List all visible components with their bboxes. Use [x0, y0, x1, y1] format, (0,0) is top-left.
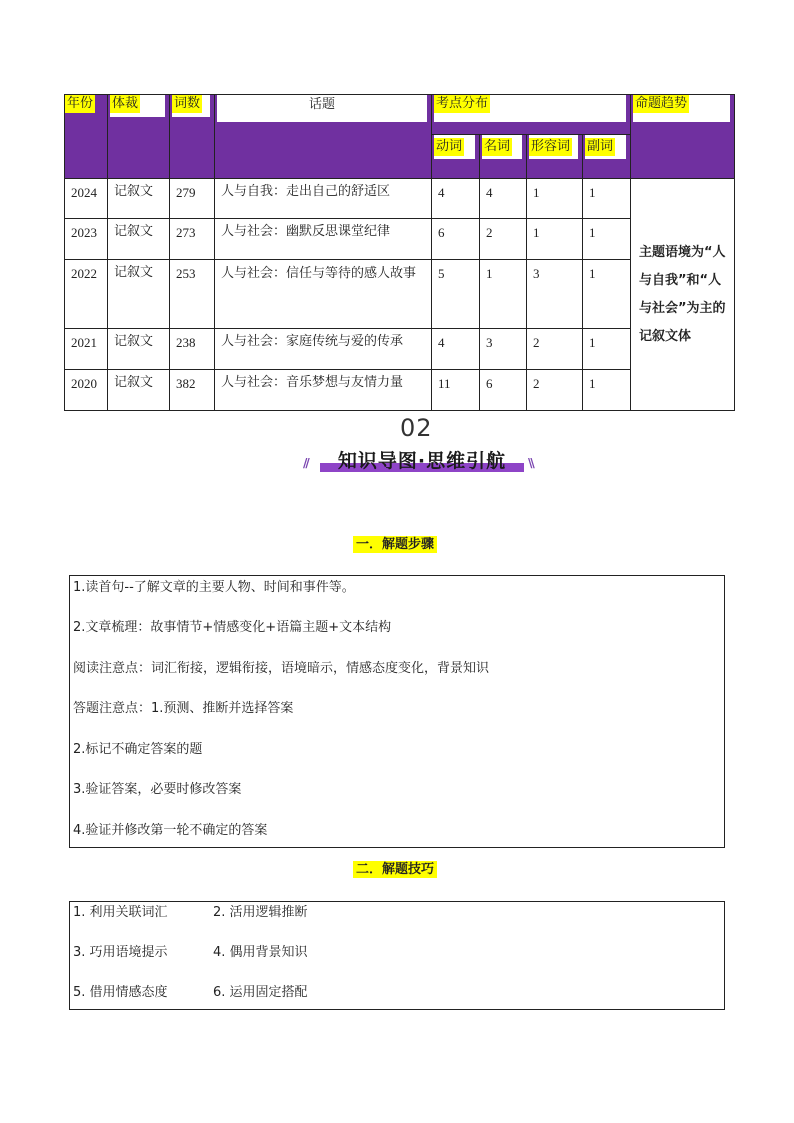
- steps-box: [69, 575, 725, 848]
- section-title-text: 知识导图·思维引航: [337, 450, 507, 472]
- tip-item: 3. 巧用语境提示: [73, 945, 168, 960]
- cell-adj: 1: [527, 219, 583, 260]
- tip-item: 1. 利用关联词汇: [73, 905, 168, 920]
- section-number-text: 02: [400, 414, 433, 442]
- step-line: 3.验证答案，必要时修改答案: [73, 782, 242, 797]
- tip-item: 2. 活用逻辑推断: [213, 905, 308, 920]
- header-words-label: 词数: [174, 96, 201, 111]
- cell-genre: 记叙文: [108, 370, 170, 411]
- cell-year: 2020: [65, 370, 108, 411]
- step-line: 阅读注意点：词汇衔接，逻辑衔接，语境暗示，情感态度变化，背景知识: [73, 661, 490, 676]
- exam-analysis-table: [64, 94, 735, 411]
- tips-box: [69, 901, 725, 1010]
- cell-year: 2021: [65, 329, 108, 370]
- cell-words: 238: [170, 329, 215, 370]
- cell-topic: 人与社会：家庭传统与爱的传承: [215, 329, 432, 370]
- step-line: 2.文章梳理：故事情节+情感变化+语篇主题+文本结构: [73, 620, 392, 635]
- cell-verb: 4: [432, 179, 480, 219]
- header-words: [170, 95, 215, 179]
- cell-noun: 1: [480, 260, 527, 329]
- cell-words: 382: [170, 370, 215, 411]
- cell-genre: 记叙文: [108, 179, 170, 219]
- tip-item: 5. 借用情感态度: [73, 985, 168, 1000]
- cell-adj: 2: [527, 370, 583, 411]
- cell-adv: 1: [583, 219, 631, 260]
- header-topic: [215, 95, 432, 179]
- header-adv: [583, 135, 631, 179]
- step-line: 2.标记不确定答案的题: [73, 742, 203, 757]
- tip-item: 4. 偶用背景知识: [213, 945, 308, 960]
- header-trend-label: 命题趋势: [635, 96, 688, 111]
- cell-adj: 3: [527, 260, 583, 329]
- cell-adj: 2: [527, 329, 583, 370]
- cell-year: 2024: [65, 179, 108, 219]
- cell-genre: 记叙文: [108, 329, 170, 370]
- header-genre: [108, 95, 170, 179]
- right-deco: \\: [528, 456, 533, 470]
- cell-trend: 主题语境为“人与自我”和“人与社会”为主的记叙文体: [631, 179, 735, 411]
- cell-verb: 11: [432, 370, 480, 411]
- header-adj-label: 形容词: [531, 139, 571, 154]
- header-year: [65, 95, 108, 179]
- header-adv-label: 副词: [587, 139, 614, 154]
- header-points-label: 考点分布: [436, 96, 489, 111]
- header-adj: [527, 135, 583, 179]
- header-genre-label: 体裁: [112, 96, 139, 111]
- table-row: [65, 179, 735, 219]
- header-year-label: 年份: [67, 96, 94, 111]
- cell-genre: 记叙文: [108, 260, 170, 329]
- cell-adj: 1: [527, 179, 583, 219]
- cell-words: 279: [170, 179, 215, 219]
- header-verb: [432, 135, 480, 179]
- cell-adv: 1: [583, 179, 631, 219]
- cell-words: 273: [170, 219, 215, 260]
- header-trend: [631, 95, 735, 179]
- cell-genre: 记叙文: [108, 219, 170, 260]
- section-title: [320, 446, 524, 476]
- header-topic-label: 话题: [308, 97, 335, 112]
- header-noun: [480, 135, 527, 179]
- section-number: [400, 414, 433, 442]
- step-line: 1.读首句--了解文章的主要人物、时间和事件等。: [73, 580, 355, 595]
- cell-verb: 4: [432, 329, 480, 370]
- cell-topic: 人与社会：音乐梦想与友情力量: [215, 370, 432, 411]
- cell-topic: 人与自我：走出自己的舒适区: [215, 179, 432, 219]
- cell-adv: 1: [583, 370, 631, 411]
- cell-verb: 6: [432, 219, 480, 260]
- tip-item: 6. 运用固定搭配: [213, 985, 308, 1000]
- cell-year: 2022: [65, 260, 108, 329]
- cell-year: 2023: [65, 219, 108, 260]
- cell-noun: 2: [480, 219, 527, 260]
- cell-noun: 4: [480, 179, 527, 219]
- cell-noun: 6: [480, 370, 527, 411]
- left-deco: //: [303, 456, 308, 470]
- section2-heading: 二．解题技巧: [353, 861, 437, 878]
- header-verb-label: 动词: [436, 139, 463, 154]
- cell-noun: 3: [480, 329, 527, 370]
- cell-topic: 人与社会：幽默反思课堂纪律: [215, 219, 432, 260]
- cell-words: 253: [170, 260, 215, 329]
- step-line: 4.验证并修改第一轮不确定的答案: [73, 823, 268, 838]
- cell-adv: 1: [583, 260, 631, 329]
- header-noun-label: 名词: [484, 139, 511, 154]
- step-line: 答题注意点：1.预测、推断并选择答案: [73, 701, 294, 716]
- section1-heading: 一．解题步骤: [353, 536, 437, 553]
- cell-verb: 5: [432, 260, 480, 329]
- cell-topic: 人与社会：信任与等待的感人故事: [215, 260, 432, 329]
- header-points: [432, 95, 631, 135]
- cell-adv: 1: [583, 329, 631, 370]
